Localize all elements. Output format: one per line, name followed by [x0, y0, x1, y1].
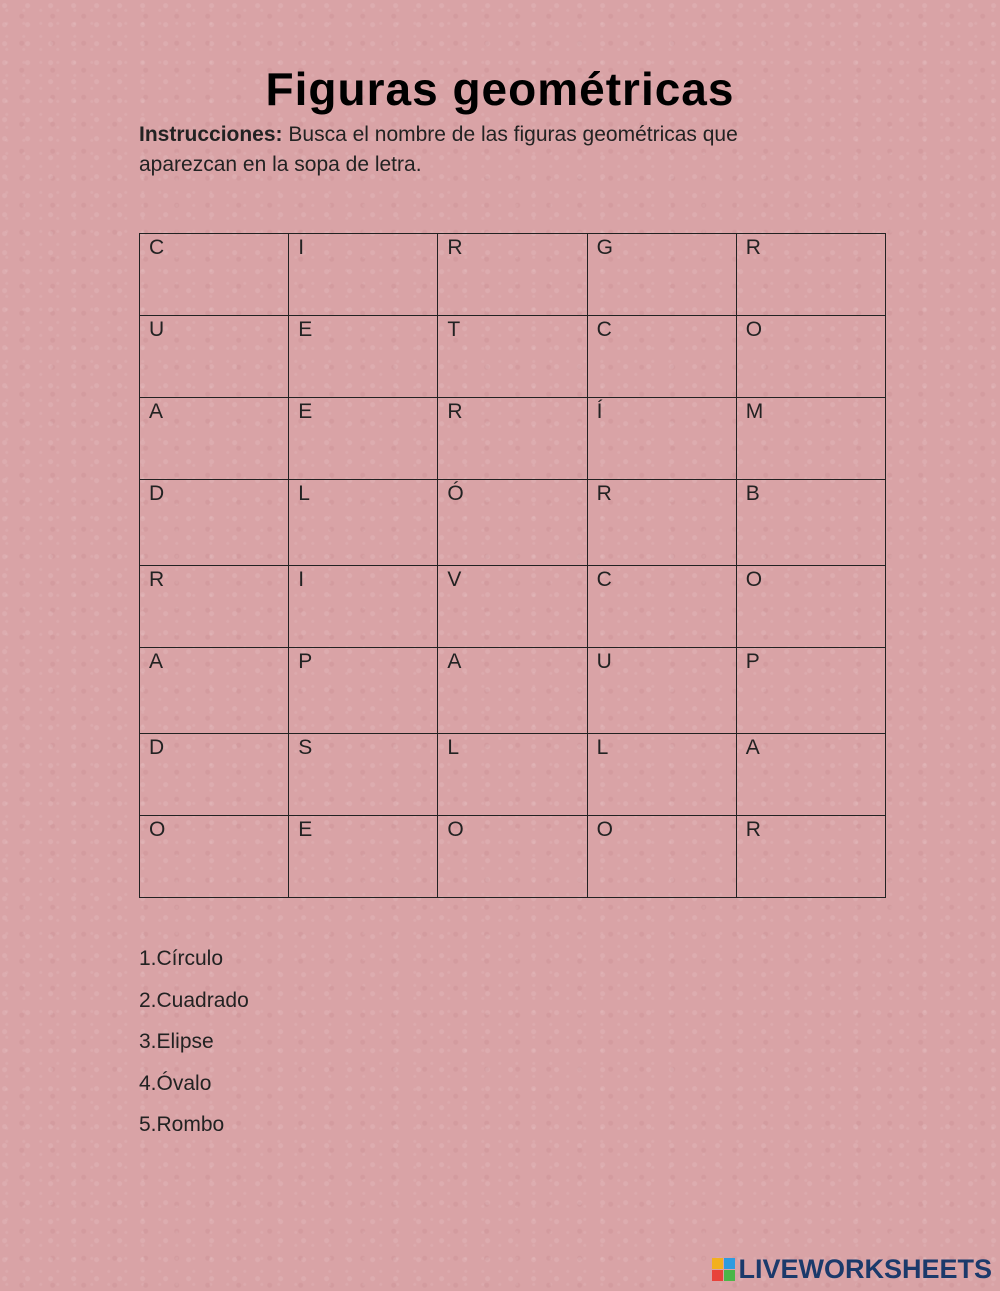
logo-icon	[712, 1258, 735, 1281]
grid-cell[interactable]: O	[140, 816, 289, 898]
list-item: 4.Óvalo	[139, 1071, 212, 1095]
grid-cell[interactable]: R	[587, 480, 736, 566]
list-item: 1.Círculo	[139, 947, 224, 970]
grid-cell[interactable]: E	[289, 816, 438, 898]
grid-cell[interactable]: A	[140, 648, 289, 734]
grid-cell[interactable]: L	[289, 480, 438, 566]
logo-text: LIVEWORKSHEETS	[738, 1254, 992, 1284]
grid-cell[interactable]: T	[438, 316, 587, 398]
list-item: 2.Cuadrado	[139, 988, 249, 1012]
grid-cell[interactable]: U	[140, 316, 289, 398]
grid-cell[interactable]: L	[438, 734, 587, 816]
grid-row	[140, 566, 886, 648]
grid-cell[interactable]: Í	[587, 398, 736, 480]
grid-cell[interactable]: S	[289, 734, 438, 816]
grid-cell[interactable]: Ó	[438, 480, 587, 566]
grid-cell[interactable]: I	[289, 234, 438, 316]
grid-row	[140, 234, 886, 316]
liveworksheets-logo	[712, 1254, 992, 1285]
grid-row	[140, 398, 886, 480]
grid-cell[interactable]: O	[438, 816, 587, 898]
page-title: Figuras geométricas	[265, 63, 735, 115]
grid-cell[interactable]: A	[438, 648, 587, 734]
grid-row	[140, 480, 886, 566]
grid-row	[140, 816, 886, 898]
grid-cell[interactable]: U	[587, 648, 736, 734]
grid-cell[interactable]: R	[736, 816, 885, 898]
grid-cell[interactable]: V	[438, 566, 587, 648]
grid-cell[interactable]: O	[736, 316, 885, 398]
grid-cell[interactable]: E	[289, 316, 438, 398]
grid-row	[140, 734, 886, 816]
grid-cell[interactable]: A	[140, 398, 289, 480]
grid-cell[interactable]: O	[736, 566, 885, 648]
word-search-grid	[139, 233, 886, 898]
grid-cell[interactable]: P	[736, 648, 885, 734]
grid-cell[interactable]: A	[736, 734, 885, 816]
grid-row	[140, 316, 886, 398]
grid-cell[interactable]: C	[587, 566, 736, 648]
grid-cell[interactable]: M	[736, 398, 885, 480]
grid-cell[interactable]: C	[587, 316, 736, 398]
list-item: 5.Rombo	[139, 1113, 225, 1136]
grid-cell[interactable]: L	[587, 734, 736, 816]
grid-cell[interactable]: P	[289, 648, 438, 734]
list-item: 3.Elipse	[139, 1030, 214, 1053]
grid-row	[140, 648, 886, 734]
word-list	[139, 944, 249, 1152]
grid-cell[interactable]: G	[587, 234, 736, 316]
grid-cell[interactable]: O	[587, 816, 736, 898]
grid-cell[interactable]: R	[438, 234, 587, 316]
grid-cell[interactable]: E	[289, 398, 438, 480]
grid-cell[interactable]: R	[438, 398, 587, 480]
grid-cell[interactable]: D	[140, 734, 289, 816]
instructions	[139, 120, 839, 180]
grid-cell[interactable]: I	[289, 566, 438, 648]
grid-cell[interactable]: R	[140, 566, 289, 648]
grid-cell[interactable]: B	[736, 480, 885, 566]
instructions-text: Busca el nombre de las figuras geométricas que aparezcan en la sopa de letra.	[139, 123, 738, 176]
instructions-lead: Instrucciones:	[139, 123, 283, 146]
grid-cell[interactable]: R	[736, 234, 885, 316]
grid-cell[interactable]: C	[140, 234, 289, 316]
grid-cell[interactable]: D	[140, 480, 289, 566]
